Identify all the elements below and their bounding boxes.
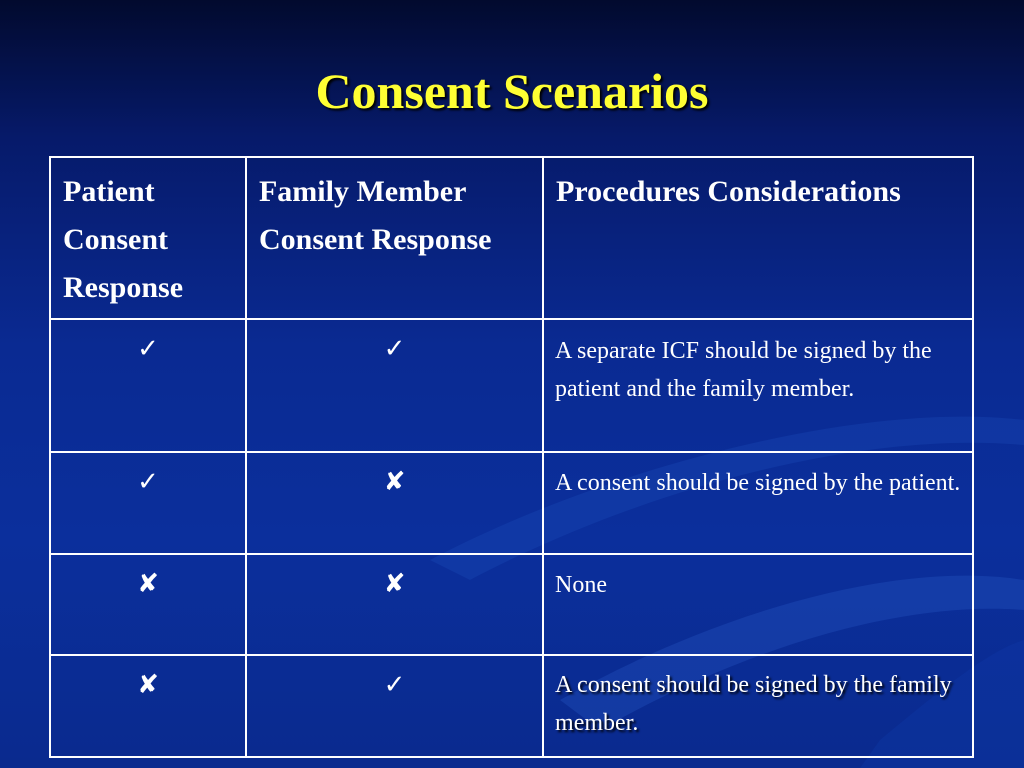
family-cell bbox=[246, 554, 543, 655]
procedure-text: A consent should be signed by the patient. bbox=[555, 470, 961, 496]
check-icon: ✓ bbox=[137, 467, 159, 497]
check-icon: ✓ bbox=[137, 334, 159, 364]
procedure-cell bbox=[543, 319, 973, 452]
table-header-row bbox=[50, 157, 973, 319]
table-row bbox=[50, 655, 973, 757]
slide-title: Consent Scenarios bbox=[315, 63, 709, 119]
consent-table bbox=[49, 156, 974, 758]
patient-cell bbox=[50, 452, 246, 554]
header-family-consent: Family Member Consent Response bbox=[258, 175, 492, 256]
procedure-cell bbox=[543, 452, 973, 554]
header-cell-patient bbox=[50, 157, 246, 319]
header-procedures: Procedures Considerations bbox=[556, 175, 901, 208]
table-row bbox=[50, 319, 973, 452]
procedure-text: A consent should be signed by the family member. bbox=[555, 672, 952, 736]
family-cell bbox=[246, 655, 543, 757]
procedure-text: A separate ICF should be signed by the patient and the family member. bbox=[555, 338, 932, 402]
cross-icon: ✘ bbox=[137, 670, 159, 700]
table-row bbox=[50, 554, 973, 655]
header-patient-consent: Patient Consent Response bbox=[63, 175, 184, 304]
patient-cell bbox=[50, 319, 246, 452]
family-cell bbox=[246, 452, 543, 554]
family-cell bbox=[246, 319, 543, 452]
cross-icon: ✘ bbox=[137, 569, 159, 599]
patient-cell bbox=[50, 655, 246, 757]
cross-icon: ✘ bbox=[383, 569, 406, 599]
check-icon: ✓ bbox=[383, 670, 406, 700]
header-cell-family bbox=[246, 157, 543, 319]
procedure-cell bbox=[543, 554, 973, 655]
table-row bbox=[50, 452, 973, 554]
procedure-text: None bbox=[555, 572, 608, 598]
header-cell-procedures bbox=[543, 157, 973, 319]
cross-icon: ✘ bbox=[383, 467, 406, 497]
check-icon: ✓ bbox=[383, 334, 406, 364]
procedure-cell bbox=[543, 655, 973, 757]
patient-cell bbox=[50, 554, 246, 655]
